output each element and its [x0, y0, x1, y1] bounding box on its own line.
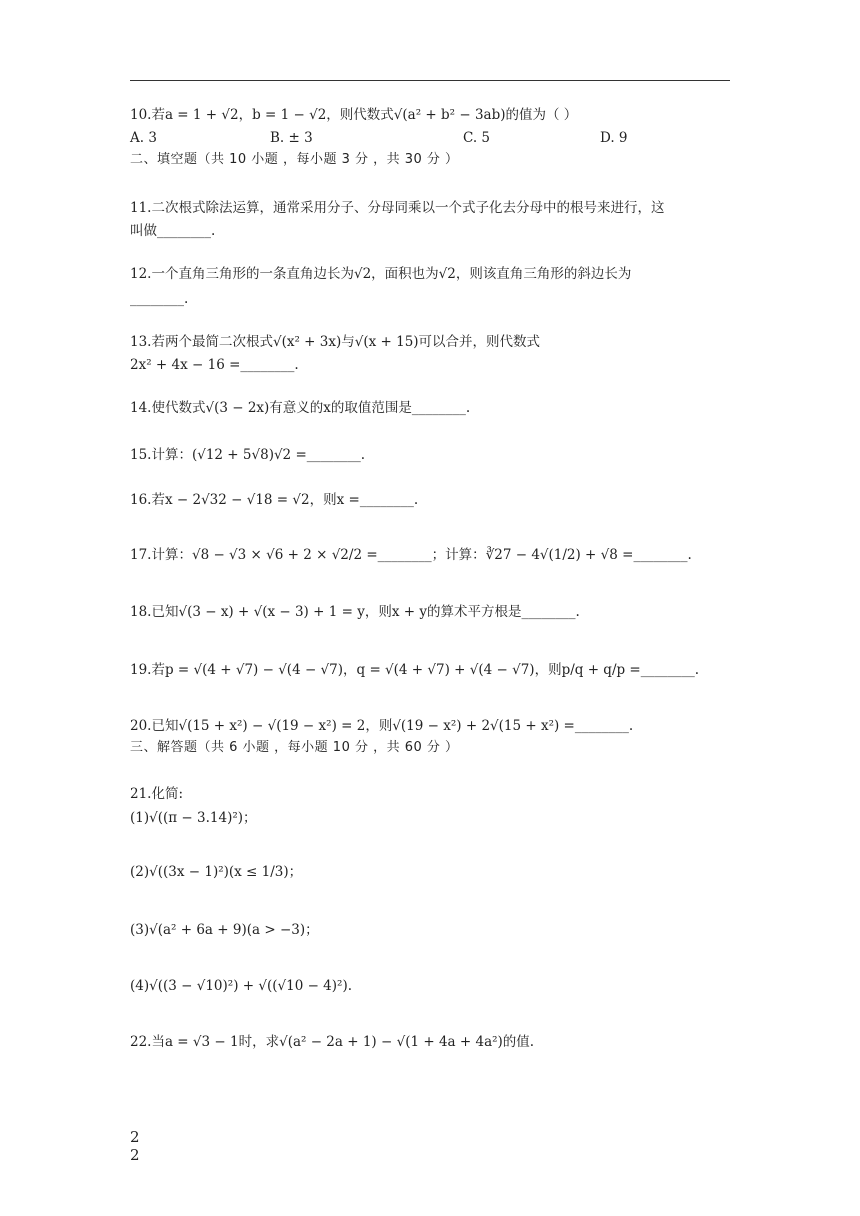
question-21-part-3: (3)√(a² + 6a + 9)(a > −3)；: [130, 922, 319, 938]
question-21-part-4: (4)√((3 − √10)²) + √((√10 − 4)²).: [130, 978, 352, 994]
question-13-line1: 13.若两个最简二次根式√(x² + 3x)与√(x + 15)可以合并，则代数式: [130, 334, 541, 350]
section-3-heading: 三、解答题（共 6 小题 ，每小题 10 分 ，共 60 分 ）: [130, 740, 459, 755]
question-21-part-2: (2)√((3x − 1)²)(x ≤ 1/3)；: [130, 864, 303, 880]
option-a: A. 3: [130, 130, 157, 146]
question-22: 22.当a = √3 − 1时，求√(a² − 2a + 1) − √(1 + 4a + 4a²)的值.: [130, 1034, 535, 1050]
question-14: 14.使代数式√(3 − 2x)有意义的x的取值范围是________.: [130, 400, 471, 416]
question-21-title: 21.化简:: [130, 786, 184, 802]
option-c: C. 5: [463, 130, 491, 146]
page-number-repeat: 2: [130, 1146, 140, 1164]
question-11-line1: 11.二次根式除法运算，通常采用分子、分母同乘以一个式子化去分母中的根号来进行，这: [130, 200, 665, 216]
option-b: B. ± 3: [270, 130, 313, 146]
question-13-line2: 2x² + 4x − 16 =________.: [130, 357, 299, 373]
question-16: 16.若x − 2√32 − √18 = √2，则x =________.: [130, 492, 419, 508]
question-10: 10.若a = 1 + √2，b = 1 − √2，则代数式√(a² + b² − 3ab)的值为（ ）: [130, 107, 578, 123]
question-11-line2: 叫做________.: [130, 223, 216, 239]
question-15: 15.计算：(√12 + 5√8)√2 =________.: [130, 447, 366, 463]
option-d: D. 9: [600, 130, 628, 146]
question-12-line2: ________.: [130, 291, 189, 307]
question-12-line1: 12.一个直角三角形的一条直角边长为√2，面积也为√2，则该直角三角形的斜边长为: [130, 266, 632, 282]
question-20: 20.已知√(15 + x²) − √(19 − x²) = 2，则√(19 − x²) + 2√(15 + x²) =________.: [130, 718, 634, 734]
question-17: 17.计算：√8 − √3 × √6 + 2 × √2/2 =________；计算：∛27 − 4√(1/2) + √8 =________.: [130, 547, 692, 563]
header-rule: [130, 80, 730, 81]
question-19: 19.若p = √(4 + √7) − √(4 − √7)，q = √(4 + √7) + √(4 − √7)，则p/q + q/p =________.: [130, 662, 700, 678]
section-2-heading: 二、填空题（共 10 小题 ，每小题 3 分 ，共 30 分 ）: [130, 152, 459, 167]
question-21-part-1: (1)√((π − 3.14)²)；: [130, 810, 257, 826]
page-number: 2: [130, 1128, 140, 1146]
question-18: 18.已知√(3 − x) + √(x − 3) + 1 = y，则x + y的算术平方根是________.: [130, 604, 580, 620]
